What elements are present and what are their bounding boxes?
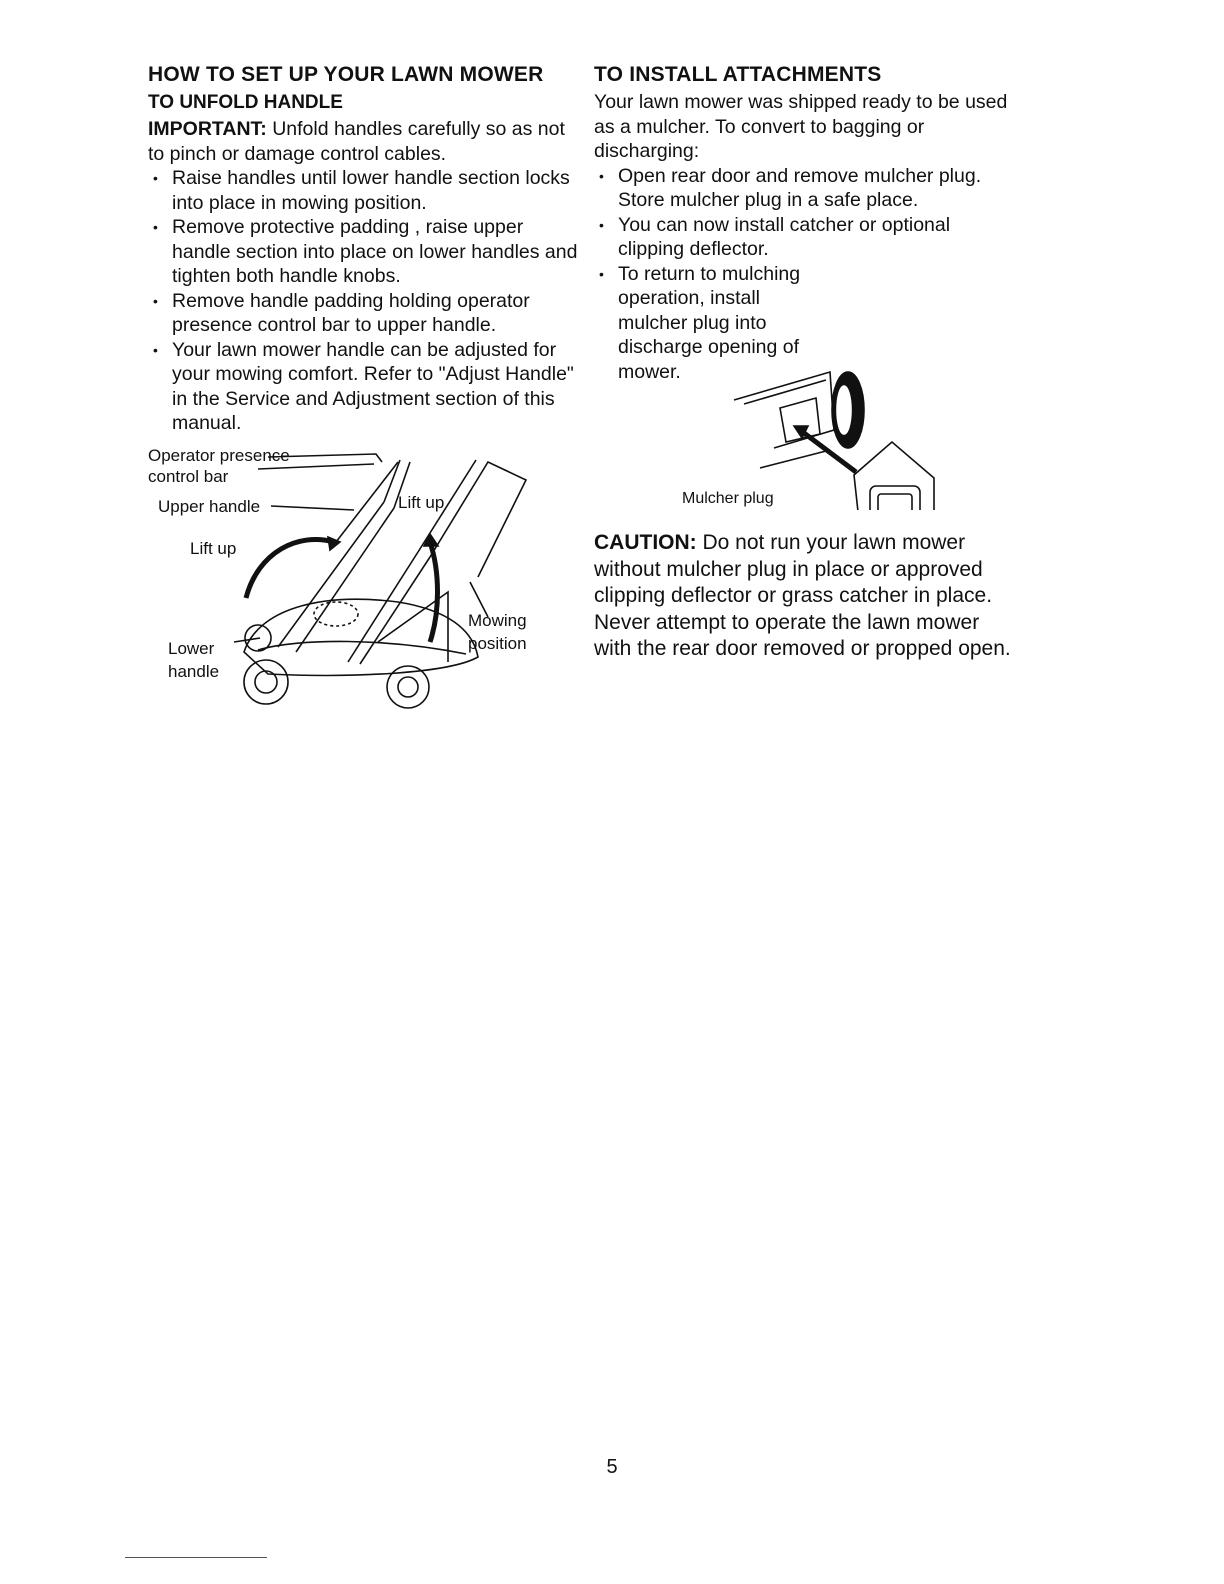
list-item [148, 338, 578, 436]
label-control-bar: control bar [148, 466, 229, 486]
list-item-text: Your lawn mower handle can be adjusted for your mowing comfort. Refer to "Adjust Handle" in the Service and Adjustment section of this manual. [172, 338, 574, 434]
important-note [148, 117, 578, 166]
left-column [148, 62, 578, 732]
caution-text: Do not run your lawn mower without mulcher plug in place or approved clipping deflector or grass catcher in place. Never attempt to operate the lawn mower with the rear door removed or propped open. [594, 531, 1011, 660]
label-position: position [468, 633, 527, 653]
list-item-text: Remove protective padding , raise upper handle section into place on lower handles and tighten both handle knobs. [172, 216, 578, 287]
unfold-handle-subtitle: TO UNFOLD HANDLE [148, 92, 343, 113]
mulcher-plug-illustration [594, 360, 1014, 510]
handle-unfold-figure [148, 442, 578, 732]
list-item [594, 213, 1014, 262]
list-item-text: Raise handles until lower handle section locks into place in mowing position. [172, 167, 570, 214]
unfold-handle-steps [148, 166, 578, 436]
bullet-icon: • [153, 292, 158, 309]
label-lower: Lower [168, 638, 215, 658]
attachments-intro: Your lawn mower was shipped ready to be used as a mulcher. To convert to bagging or discharging: [594, 91, 1008, 162]
bullet-icon: • [599, 167, 604, 184]
label-operator-presence: Operator presence [148, 445, 290, 465]
bullet-icon: • [153, 341, 158, 358]
list-item [148, 166, 578, 215]
bullet-icon: • [153, 170, 158, 186]
list-item-text: Remove handle padding holding operator presence control bar to upper handle. [172, 289, 530, 336]
important-text: Unfold handles carefully so as not to pinch or damage control cables. [148, 118, 565, 165]
list-item-text: Open rear door and remove mulcher plug. Store mulcher plug in a safe place. [618, 164, 982, 211]
list-item [594, 164, 1014, 213]
list-item [148, 215, 578, 289]
right-column [594, 62, 1014, 663]
label-upper-handle: Upper handle [158, 496, 261, 516]
bullet-icon: • [599, 265, 604, 282]
important-label: IMPORTANT: [148, 118, 267, 140]
label-handle: handle [168, 661, 220, 681]
bottom-rule [125, 1557, 267, 1558]
bullet-icon: • [153, 219, 158, 235]
label-lift-up-right: Lift up [398, 492, 445, 512]
list-item-text: You can now install catcher or optional clipping deflector. [618, 213, 951, 260]
bullet-icon: • [599, 216, 604, 233]
label-mulcher-plug: Mulcher plug [682, 490, 774, 507]
list-item [148, 289, 578, 338]
setup-section-title: HOW TO SET UP YOUR LAWN MOWER [148, 63, 544, 86]
label-lift-up-left: Lift up [190, 538, 237, 558]
page-number: 5 [606, 1456, 618, 1478]
caution-label: CAUTION: [594, 531, 697, 554]
attachments-section-title: TO INSTALL ATTACHMENTS [594, 63, 882, 86]
label-mowing: Mowing [468, 610, 527, 630]
attachments-steps [594, 164, 1014, 385]
list-item-text: To return to mulching operation, install mulcher plug into discharge opening of mower. [618, 262, 801, 383]
caution-note [594, 530, 1014, 663]
mulcher-plug-figure [594, 360, 1014, 510]
